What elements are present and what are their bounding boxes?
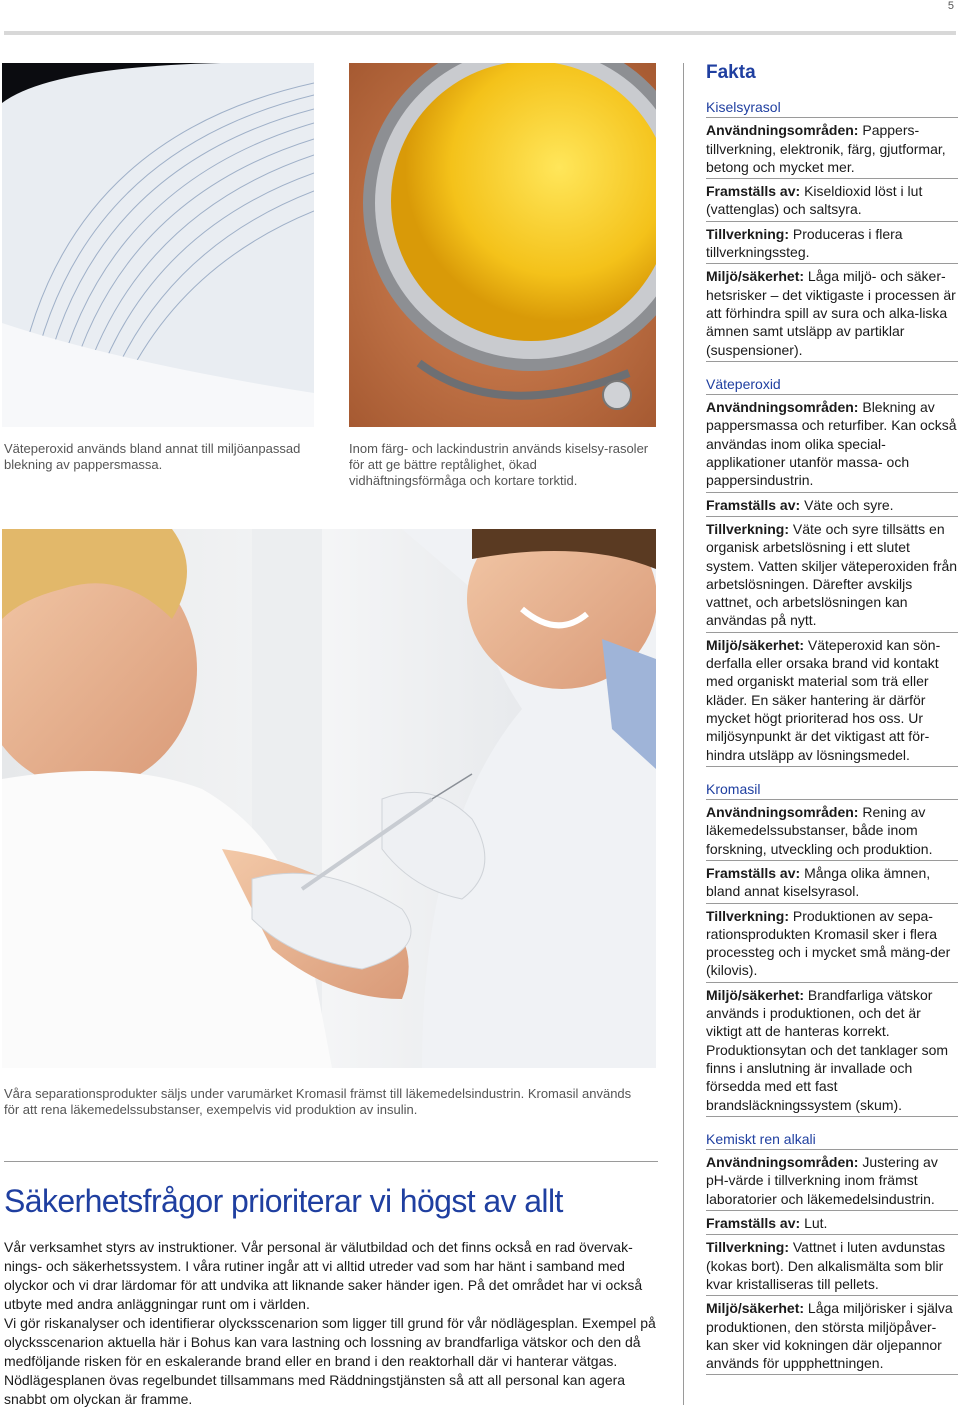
fakta-item [706,633,958,767]
fakta-text: Pappers-tillverkning, elektronik, färg, gjutformar, betong och mycket mer. [706,122,946,175]
fakta-text: Låga miljö- och säker-hetsrisker – det viktigaste i processen är att förhindra spill av sura och alka-liska ämnen samt utsläpp av partiklar (suspensioner). [706,268,956,358]
fakta-label: Tillverkning: [706,520,789,537]
fakta-label: Användningsområden: [706,1154,859,1171]
fakta-item [706,493,958,517]
fakta-text: Väte och syre tillsätts en organisk arbetslösning i ett slutet system. Vatten skiljer väteperoxiden från arbetslösningen. Därefter avskiljs vattnet, och arbetslösningen kan användas på nytt. [706,520,958,629]
fakta-label: Framställs av: [706,864,801,881]
fakta-label: Framställs av: [706,496,801,513]
fakta-section-heading: Kemiskt ren alkali [706,1130,958,1150]
fakta-section-heading: Väteperoxid [706,375,958,395]
fakta-item [706,983,958,1117]
top-rule [4,31,956,35]
fakta-item [706,1235,958,1296]
page-number: 5 [947,0,954,12]
fakta-section-heading: Kromasil [706,780,958,800]
paint-photo-caption: Inom färg- och lackindustrin används kiselsy-rasoler för att ge bättre reptålighet, ökad vidhäftningsförmåga och kortare torktid. [349,441,649,488]
section-divider [4,1161,658,1162]
fakta-label: Miljö/säkerhet: [706,636,805,653]
article-paragraph: Vår verksamhet styrs av instruktioner. Vår personal är välutbildad och det finns också en rad övervak-nings- och säkerhetssystem. I våra rutiner ingår att vi alltid utreder vad som har hänt i samband med olyckor och vi drar lärdomar för att undvika att liknande saker händer igen. På det området har vi också utbyte med andra anläggningar runt om i världen. [4,1239,643,1312]
fakta-label: Tillverkning: [706,225,789,242]
fakta-label: Framställs av: [706,183,801,200]
paper-photo-caption: Väteperoxid används bland annat till miljöanpassad blekning av pappersmassa. [4,441,301,472]
fakta-text: Produktionen av sepa-rationsprodukten Kromasil sker i flera processteg och i mycket små mäng-der (kilovis). [706,907,951,979]
injection-photo [2,529,656,1068]
fakta-text: Blekning av pappersmassa och returfiber. Kan också användas inom olika special-applikationer utanför massa- och pappersindustrin. [706,399,957,489]
fakta-text: Kiseldioxid löst i lut (vattenglas) och saltsyra. [706,183,923,218]
fakta-section-vateperoxid [706,375,958,767]
fakta-item [706,118,958,179]
fakta-text: Justering av pH-värde i tillverkning inom främst laboratorier och läkemedelsindustrin. [706,1154,938,1207]
fakta-text: Låga miljörisker i själva produktionen, den största miljöpåver-kan sker vid kokningen där oljepannor används för uppphettningen. [706,1300,953,1372]
fakta-text: Brandfarliga vätskor används i produktionen, och det är viktigt att de hanteras korrekt. Produktionsytan och det tanklager som finns i anslutning är invallade och försedda med ett fast brandsläckningssystem (skum). [706,986,949,1113]
paper-stack-photo [2,63,314,427]
fakta-item [706,800,958,861]
fakta-section-kromasil [706,780,958,1117]
fakta-item [706,264,958,361]
fakta-item [706,222,958,265]
fakta-title: Fakta [706,62,756,83]
fakta-text: Lut. [804,1215,828,1232]
fakta-text: Vattnet i luten avdunstas (kokas bort). Den alkalismälta som blir kvar kristalliseras till pellets. [706,1239,946,1292]
fakta-item [706,179,958,222]
fakta-section-heading: Kiselsyrasol [706,98,958,118]
fakta-label: Miljö/säkerhet: [706,986,805,1003]
article-body [4,1238,660,1408]
fakta-section-kemiskt-ren-alkali [706,1130,958,1376]
fakta-text: Produceras i flera tillverkningssteg. [706,225,903,261]
fakta-text: Många olika ämnen, bland annat kiselsyrasol. [706,864,931,900]
fakta-item [706,517,958,633]
fakta-sidebar [706,62,958,1388]
fakta-item [706,1150,958,1211]
fakta-text: Väte och syre. [804,496,894,513]
fakta-label: Användningsområden: [706,122,859,139]
fakta-label: Tillverkning: [706,1239,789,1256]
paint-can-photo [349,63,656,427]
fakta-text: Rening av läkemedelssubstanser, både inom forskning, utveckling och produktion. [706,804,933,857]
fakta-text: Väteperoxid kan sön-derfalla eller orsaka brand vid kontakt med organiskt material som trä eller kläder. En säker hantering är därför mycket högt prioriterad hos oss. Ur miljösynpunkt är det viktigast att för-hindra utsläpp av lösningsmedel. [706,636,941,763]
fakta-item [706,1211,958,1235]
fakta-item [706,395,958,492]
fakta-label: Användningsområden: [706,804,859,821]
fakta-section-kiselsyrasol [706,98,958,362]
fakta-item [706,1296,958,1375]
fakta-label: Tillverkning: [706,907,789,924]
article-headline: Säkerhetsfrågor prioriterar vi högst av allt [4,1183,563,1219]
fakta-label: Framställs av: [706,1215,801,1232]
article-paragraph: Vi gör riskanalyser och identifierar olycksscenarion som ligger till grund för vår nödlägesplan. Exempel på olycksscenarion aktuella här i Bohus kan vara lastning och lossning av brandfarliga vätskor och den då medföljande risken för en eskalerande brand eller en brand i den reaktorhall där vi hanterar vätgas. Nödlägesplanen övas regelbundet tillsammans med Räddningstjänsten så att all personal kan agera snabbt om olyckan är framme. [4,1315,656,1407]
column-divider [683,63,684,1405]
injection-photo-caption: Våra separationsprodukter säljs under varumärket Kromasil främst till läkemedelsindustrin. Kromasil används för att rena läkemedelssubstanser, exempelvis vid produktion av insulin. [4,1086,632,1117]
fakta-item [706,861,958,904]
fakta-item [706,904,958,983]
fakta-label: Användningsområden: [706,399,859,416]
fakta-label: Miljö/säkerhet: [706,1300,805,1317]
fakta-label: Miljö/säkerhet: [706,268,805,285]
